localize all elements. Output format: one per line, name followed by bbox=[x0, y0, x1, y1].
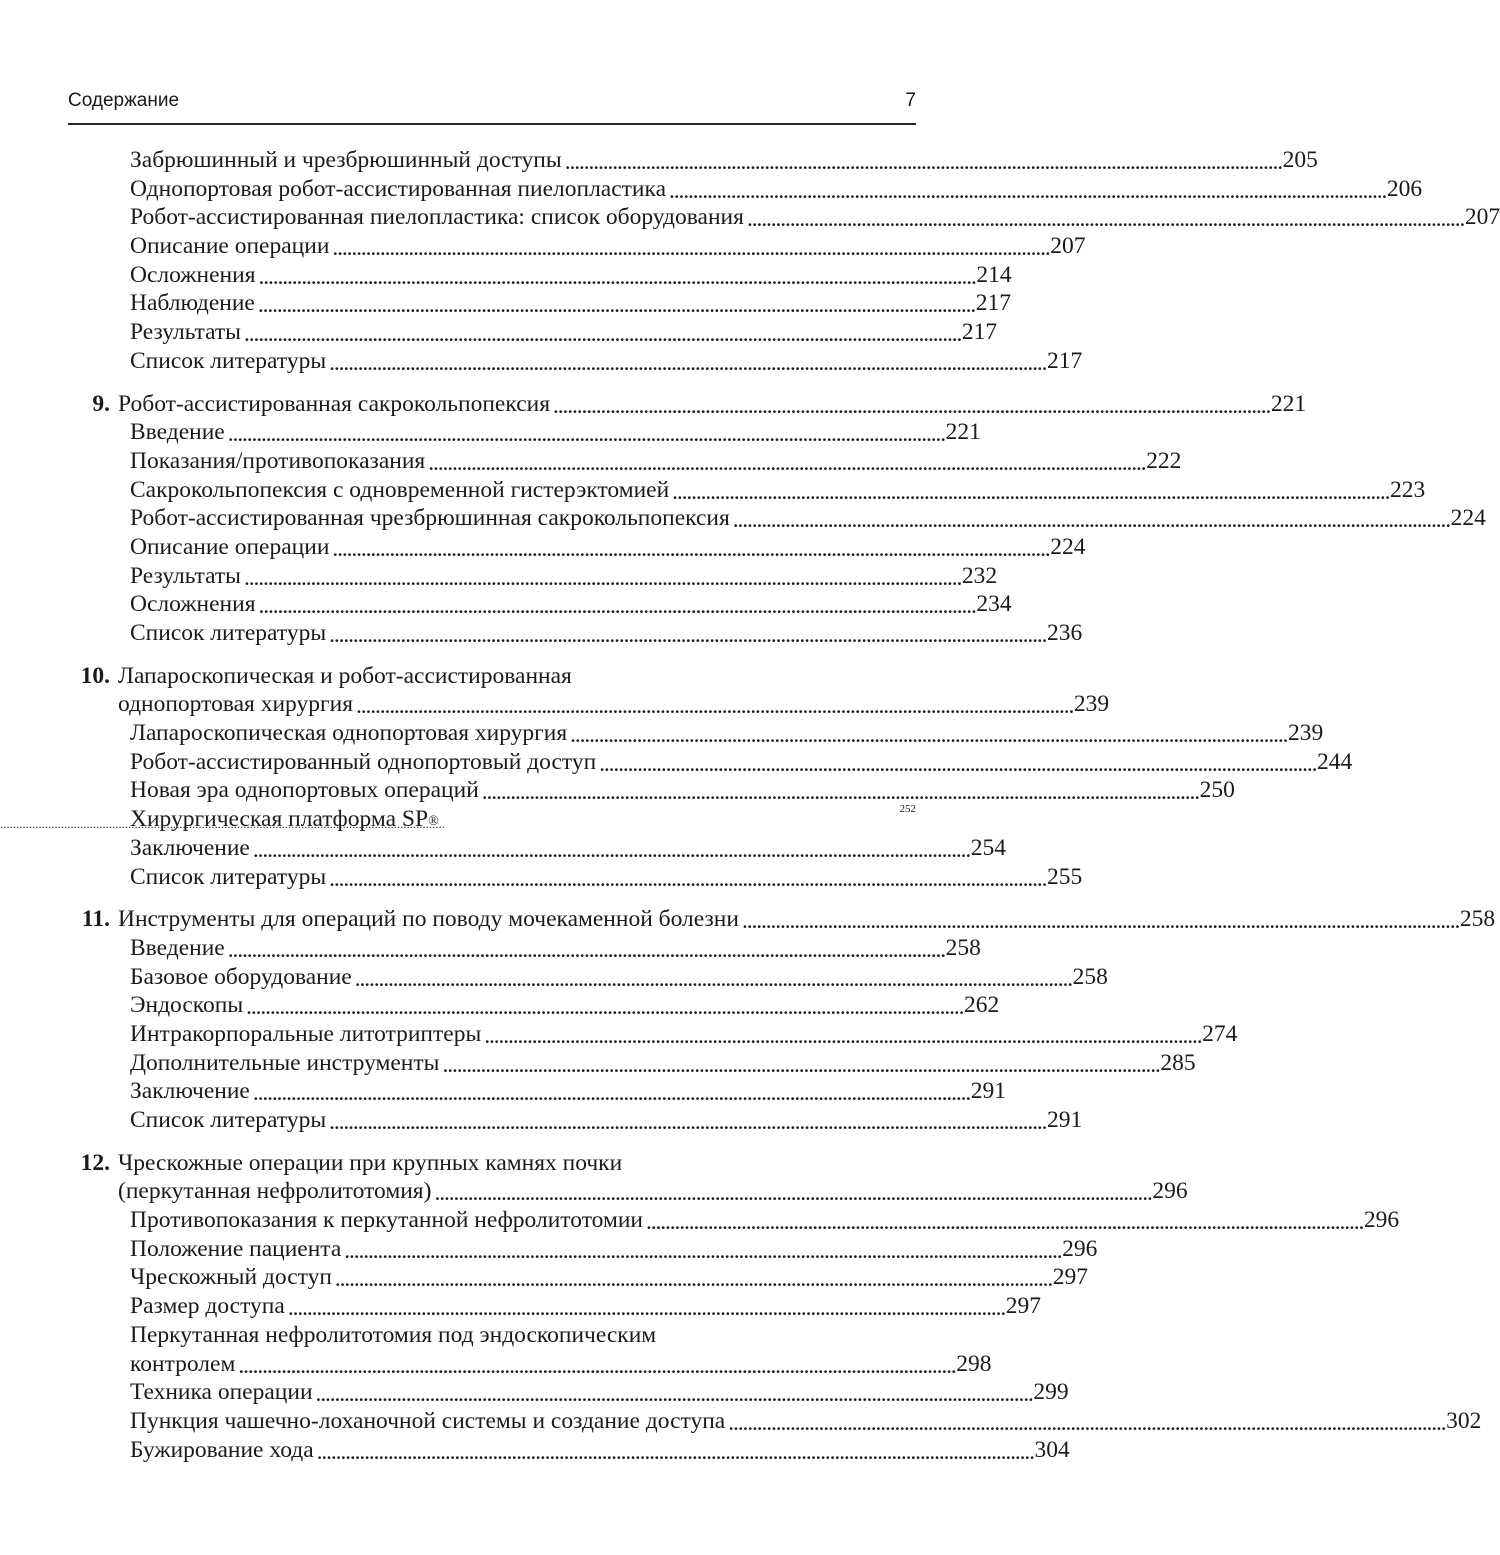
toc-section-entry[interactable] bbox=[68, 1378, 1069, 1407]
toc-section-entry[interactable] bbox=[68, 863, 1083, 892]
toc-page-number: 221 bbox=[945, 419, 981, 446]
toc-entry-title: Инструменты для операций по поводу мочекаменной болезни bbox=[118, 906, 739, 933]
table-of-contents bbox=[68, 146, 1500, 1464]
toc-section-entry[interactable] bbox=[68, 1020, 1238, 1049]
dot-leader bbox=[442, 814, 897, 838]
dot-leader bbox=[238, 1355, 953, 1379]
toc-page-number: 217 bbox=[975, 290, 1011, 317]
section-gap bbox=[68, 1135, 916, 1149]
toc-section-entry[interactable] bbox=[68, 533, 1086, 562]
toc-section-entry[interactable] bbox=[68, 175, 1423, 204]
toc-entry-title: Однопортовая робот-ассистированная пиелопластика bbox=[130, 175, 667, 202]
dot-leader bbox=[570, 724, 1285, 748]
toc-entry-title: Заключение bbox=[130, 834, 250, 861]
dot-leader bbox=[259, 595, 974, 619]
toc-page-number: 298 bbox=[956, 1350, 992, 1377]
toc-entry-title: Список литературы bbox=[130, 620, 327, 646]
toc-entry-title: однопортовая хирургия bbox=[118, 691, 354, 718]
toc-page-number: 296 bbox=[1152, 1178, 1188, 1205]
toc-section-entry[interactable] bbox=[68, 1263, 1089, 1292]
toc-section-entry[interactable] bbox=[68, 1106, 1083, 1135]
dot-leader bbox=[253, 1082, 968, 1106]
dot-leader bbox=[329, 868, 1044, 892]
dot-leader bbox=[228, 939, 943, 963]
toc-entry-title: Описание операции bbox=[130, 233, 330, 260]
toc-section-entry[interactable] bbox=[68, 347, 1083, 376]
toc-section-entry[interactable] bbox=[68, 1436, 1070, 1465]
dot-leader bbox=[669, 180, 1384, 204]
toc-page-number: 299 bbox=[1033, 1379, 1069, 1406]
toc-page-number: 254 bbox=[970, 834, 1006, 861]
dot-leader bbox=[728, 1412, 1443, 1436]
dot-leader bbox=[258, 294, 973, 318]
toc-section-entry[interactable] bbox=[68, 963, 1108, 992]
toc-page-number: 214 bbox=[976, 261, 1012, 288]
toc-entry-title: Наблюдение bbox=[130, 290, 255, 317]
dot-leader bbox=[253, 839, 968, 863]
toc-section-entry[interactable] bbox=[68, 447, 1182, 476]
dot-leader bbox=[317, 1441, 1032, 1465]
dot-leader bbox=[246, 996, 961, 1020]
toc-entry-title: Новая эра однопортовых операций bbox=[130, 777, 479, 804]
toc-page-number: 285 bbox=[1160, 1049, 1196, 1076]
toc-entry-title: Хирургическая платформа SP® bbox=[130, 806, 439, 833]
toc-entry-title: Введение bbox=[130, 934, 225, 961]
toc-entry-title: Показания/противопоказания bbox=[130, 447, 426, 474]
toc-page-number: 217 bbox=[961, 319, 998, 346]
toc-entry-title: Чрескожные операции при крупных камнях почки bbox=[118, 1149, 623, 1176]
section-gap bbox=[68, 891, 916, 905]
chapter-number: 12. bbox=[80, 1149, 110, 1176]
toc-chapter-entry[interactable] bbox=[68, 390, 1307, 419]
toc-page-number: 239 bbox=[1073, 691, 1110, 718]
toc-page-number: 296 bbox=[1062, 1235, 1098, 1262]
toc-entry-title: Забрюшинный и чрезбрюшинный доступы bbox=[130, 147, 562, 173]
dot-leader bbox=[329, 1111, 1044, 1135]
toc-section-entry[interactable] bbox=[68, 934, 981, 963]
registered-mark: ® bbox=[428, 813, 439, 830]
toc-entry-title: Введение bbox=[130, 419, 225, 446]
dot-leader bbox=[355, 968, 1070, 992]
toc-section-entry[interactable] bbox=[68, 504, 1486, 533]
dot-leader bbox=[747, 208, 1462, 232]
toc-page-number: 302 bbox=[1446, 1407, 1482, 1434]
toc-entry-title: Список литературы bbox=[130, 863, 327, 890]
toc-section-entry[interactable] bbox=[68, 991, 1000, 1020]
toc-entry-title: Эндоскопы bbox=[130, 992, 244, 1019]
toc-section-entry[interactable] bbox=[68, 748, 1353, 777]
toc-entry-title: Положение пациента bbox=[130, 1235, 342, 1262]
dot-leader bbox=[332, 538, 1047, 562]
toc-entry-title: Лапароскопическая однопортовая хирургия bbox=[130, 720, 568, 747]
chapter-number: 11. bbox=[81, 906, 110, 933]
toc-page-number: 223 bbox=[1390, 476, 1426, 503]
toc-page-number: 258 bbox=[1459, 906, 1496, 933]
section-gap bbox=[68, 648, 916, 662]
toc-entry-title: Сакрокольпопексия с одновременной гистерэктомией bbox=[130, 476, 670, 503]
toc-entry-title: Заключение bbox=[130, 1078, 250, 1105]
dot-leader bbox=[742, 910, 1457, 934]
toc-section-entry[interactable] bbox=[68, 318, 998, 347]
toc-entry-title: контролем bbox=[130, 1350, 236, 1377]
dot-leader bbox=[288, 1297, 1003, 1321]
dot-leader bbox=[646, 1211, 1361, 1235]
toc-section-entry[interactable] bbox=[68, 1407, 1482, 1436]
toc-page-number: 297 bbox=[1005, 1293, 1041, 1320]
toc-page-number: 224 bbox=[1450, 505, 1486, 532]
toc-section-entry[interactable] bbox=[68, 590, 1012, 619]
dot-leader bbox=[356, 695, 1071, 719]
toc-entry-title: Результаты bbox=[130, 319, 241, 346]
toc-page-number: 296 bbox=[1363, 1207, 1400, 1234]
toc-entry-title: Робот-ассистированный однопортовый доступ bbox=[130, 748, 597, 775]
toc-entry-title: Перкутанная нефролитотомия под эндоскопическим bbox=[130, 1321, 657, 1348]
dot-leader bbox=[733, 509, 1448, 533]
toc-section-entry[interactable] bbox=[68, 261, 1012, 290]
page-number: 7 bbox=[905, 90, 916, 111]
toc-section-entry[interactable] bbox=[68, 619, 1083, 648]
toc-section-entry[interactable] bbox=[68, 476, 1426, 505]
toc-page-number: 274 bbox=[1202, 1020, 1238, 1047]
toc-entry-title: Робот-ассистированная пиелопластика: список оборудования bbox=[130, 204, 744, 231]
toc-section-entry[interactable] bbox=[68, 289, 1011, 318]
dot-leader bbox=[244, 323, 959, 347]
toc-section-entry[interactable] bbox=[68, 834, 1006, 863]
dot-leader bbox=[335, 1268, 1050, 1292]
chapter-number: 9. bbox=[92, 390, 110, 417]
toc-section-entry[interactable] bbox=[68, 146, 1318, 175]
toc-entry-title: Бужирование хода bbox=[130, 1436, 314, 1463]
toc-section-entry[interactable] bbox=[68, 1077, 1006, 1106]
dot-leader bbox=[599, 753, 1314, 777]
dot-leader bbox=[244, 567, 959, 591]
toc-page-number: 207 bbox=[1050, 233, 1086, 260]
toc-entry-title: (перкутанная нефролитотомия) bbox=[118, 1178, 432, 1205]
toc-page-number: 250 bbox=[1199, 777, 1235, 804]
toc-entry-title: Базовое оборудование bbox=[130, 963, 352, 990]
toc-entry-title: Чрескожный доступ bbox=[130, 1264, 332, 1291]
toc-section-entry[interactable] bbox=[68, 232, 1086, 261]
toc-section-entry[interactable] bbox=[68, 1321, 916, 1350]
toc-entry-title: Осложнения bbox=[130, 261, 256, 288]
dot-leader bbox=[344, 1240, 1059, 1264]
dot-leader bbox=[428, 452, 1143, 476]
dot-leader bbox=[672, 481, 1387, 505]
toc-chapter-entry[interactable] bbox=[68, 690, 1110, 719]
toc-entry-title: Осложнения bbox=[130, 591, 256, 618]
dot-leader bbox=[565, 151, 1280, 175]
dot-leader bbox=[228, 423, 943, 447]
toc-page-number: 304 bbox=[1034, 1436, 1070, 1463]
dot-leader bbox=[434, 1182, 1149, 1206]
dot-leader bbox=[329, 352, 1044, 376]
toc-entry-title: Размер доступа bbox=[130, 1293, 285, 1320]
toc-page-number: 224 bbox=[1050, 533, 1086, 560]
running-header-title: Содержание bbox=[68, 90, 180, 111]
toc-section-entry[interactable] bbox=[68, 1235, 1098, 1264]
dot-leader bbox=[482, 781, 1197, 805]
toc-section-entry[interactable] bbox=[68, 1049, 1196, 1078]
toc-page-number: 207 bbox=[1464, 204, 1500, 231]
toc-entry-title: Список литературы bbox=[130, 347, 327, 374]
toc-chapter-entry[interactable] bbox=[68, 905, 1496, 934]
toc-chapter-entry[interactable] bbox=[68, 1149, 916, 1178]
toc-entry-title: Техника операции bbox=[130, 1379, 313, 1406]
dot-leader bbox=[553, 395, 1268, 419]
toc-page-number: 205 bbox=[1282, 147, 1318, 173]
toc-page-number: 221 bbox=[1270, 390, 1307, 417]
toc-entry-title: Список литературы bbox=[130, 1107, 327, 1133]
toc-page-number: 217 bbox=[1047, 347, 1083, 374]
toc-page-number: 244 bbox=[1317, 748, 1353, 775]
toc-chapter-entry[interactable] bbox=[68, 662, 916, 691]
dot-leader bbox=[442, 1054, 1157, 1078]
toc-section-entry[interactable] bbox=[68, 719, 1324, 748]
dot-leader bbox=[332, 237, 1047, 261]
toc-page-number: 258 bbox=[1072, 963, 1108, 990]
toc-page-number: 252 bbox=[899, 803, 916, 816]
toc-page-number: 232 bbox=[961, 562, 998, 589]
dot-leader bbox=[484, 1025, 1199, 1049]
toc-page-number: 234 bbox=[976, 591, 1012, 618]
toc-entry-title: Интракорпоральные литотриптеры bbox=[130, 1020, 482, 1047]
toc-page-number: 236 bbox=[1047, 620, 1083, 646]
toc-entry-title: Лапароскопическая и робот-ассистированная bbox=[118, 662, 572, 689]
toc-section-entry[interactable] bbox=[68, 203, 1500, 232]
toc-page-number: 258 bbox=[945, 934, 981, 961]
toc-section-entry[interactable] bbox=[68, 1292, 1041, 1321]
toc-section-entry[interactable] bbox=[68, 1350, 992, 1379]
toc-entry-title: Пункция чашечно-лоханочной системы и создание доступа bbox=[130, 1407, 726, 1434]
dot-leader bbox=[259, 266, 974, 290]
toc-page-number: 297 bbox=[1052, 1264, 1089, 1291]
toc-page-number: 206 bbox=[1386, 175, 1423, 202]
toc-page-number: 239 bbox=[1288, 720, 1324, 747]
dot-leader bbox=[316, 1383, 1031, 1407]
toc-section-entry[interactable] bbox=[68, 1206, 1400, 1235]
running-header bbox=[68, 90, 916, 112]
toc-chapter-entry[interactable] bbox=[68, 1177, 1188, 1206]
toc-entry-title: Робот-ассистированная чрезбрюшинная сакрокольпопексия bbox=[130, 505, 730, 532]
toc-section-entry[interactable] bbox=[68, 418, 981, 447]
toc-entry-title: Результаты bbox=[130, 562, 241, 589]
toc-section-entry[interactable] bbox=[68, 562, 998, 591]
toc-page-number: 222 bbox=[1146, 447, 1182, 474]
toc-entry-title: Дополнительные инструменты bbox=[130, 1049, 440, 1076]
section-gap bbox=[68, 376, 916, 390]
dot-leader bbox=[329, 624, 1044, 648]
toc-section-entry[interactable] bbox=[68, 776, 1235, 805]
toc-page-number: 262 bbox=[964, 992, 1000, 1019]
chapter-number: 10. bbox=[80, 662, 110, 689]
toc-page-number: 291 bbox=[970, 1078, 1006, 1105]
toc-page-number: 255 bbox=[1047, 863, 1083, 890]
header-rule bbox=[68, 123, 916, 125]
toc-entry-title: Описание операции bbox=[130, 533, 330, 560]
toc-section-entry[interactable] bbox=[68, 805, 916, 834]
toc-page-number: 291 bbox=[1047, 1107, 1083, 1133]
toc-entry-title: Робот-ассистированная сакрокольпопексия bbox=[118, 390, 551, 417]
toc-entry-title: Противопоказания к перкутанной нефролитотомии bbox=[130, 1207, 643, 1234]
